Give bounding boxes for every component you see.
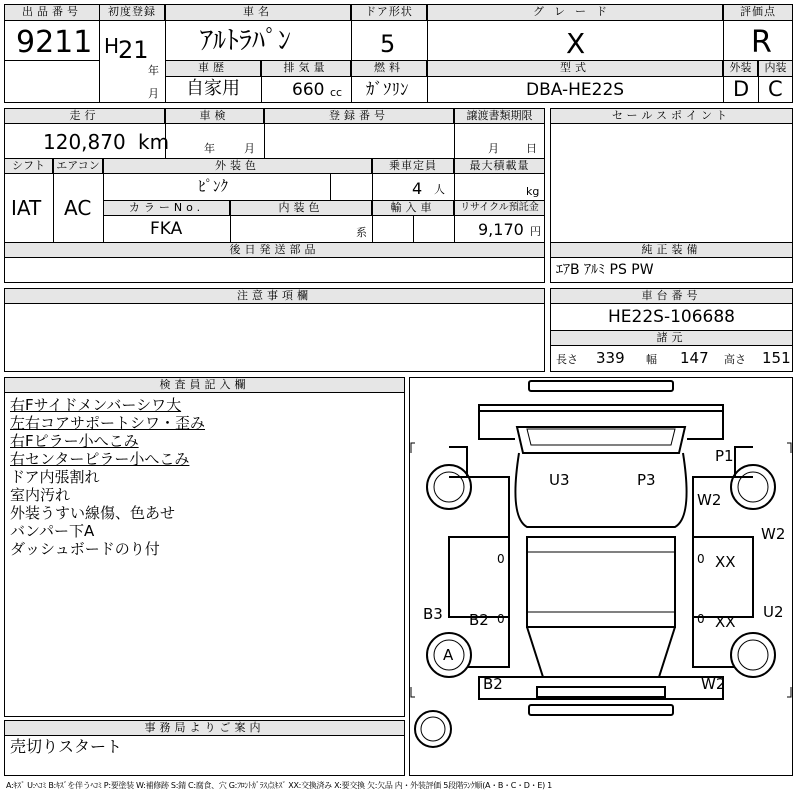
transfer-docs-header: 譲渡書類期限: [454, 108, 545, 124]
door-header: ドア形状: [351, 4, 427, 21]
inspector-note: 右Fピラー小へこみ: [10, 432, 139, 450]
color-number: FKA: [150, 219, 183, 239]
damage-mark-u2: U2: [763, 603, 784, 621]
inspection-year-unit: 年: [204, 142, 215, 155]
inspector-note: ダッシュボードのり付: [10, 540, 160, 558]
color-no-header: カラーNo.: [103, 200, 230, 216]
recycle-fee: 9,170: [478, 220, 524, 239]
reg-no-header: 登録番号: [264, 108, 454, 124]
ext-color-header: 外装色: [103, 158, 372, 174]
capacity-unit: 人: [434, 183, 445, 196]
model-code-header: 型式: [427, 60, 723, 77]
inspector-note: 外装うすい線傷、色あせ: [10, 504, 176, 522]
lot-number: 9211: [16, 25, 93, 60]
interior-color-suffix: 系: [356, 226, 367, 239]
cc-unit: cc: [330, 86, 343, 99]
width-label: 幅: [646, 353, 657, 366]
damage-mark-0: 0: [497, 552, 505, 566]
inspector-note: バンパー下A: [10, 522, 95, 540]
displacement: 660: [292, 80, 325, 100]
capacity-header: 乗車定員: [372, 158, 454, 174]
recycle-unit: 円: [530, 225, 541, 238]
interior-score: C: [768, 77, 783, 101]
damage-mark-0: 0: [697, 612, 705, 626]
month-unit: 月: [148, 87, 159, 100]
grade: X: [566, 27, 586, 60]
chassis-number: HE22S-106688: [608, 307, 735, 327]
year-unit: 年: [148, 64, 159, 77]
car-diagram: [409, 377, 793, 776]
exterior-color: ﾋﾟﾝｸ: [198, 177, 229, 195]
era: H: [104, 34, 120, 58]
shift-header: シフト: [4, 158, 53, 174]
exterior-score-header: 外装: [723, 60, 758, 77]
reg-year: 21: [118, 36, 149, 64]
length-value: 339: [596, 349, 625, 367]
inspector-note: ドア内張割れ: [10, 468, 100, 486]
damage-mark-w2: W2: [701, 675, 726, 693]
damage-mark-u3: U3: [549, 471, 570, 489]
docs-day-unit: 日: [526, 142, 537, 155]
later-parts-header: 後日発送部品: [4, 242, 545, 258]
exterior-score: D: [733, 77, 750, 101]
damage-mark-a: A: [443, 646, 454, 664]
inspection-header: 車検: [165, 108, 264, 124]
inspection-month-unit: 月: [244, 142, 255, 155]
sales-points-header: セールスポイント: [550, 108, 793, 124]
damage-mark-xx: XX: [715, 613, 736, 631]
fuel-type: ｶﾞｿﾘﾝ: [366, 80, 409, 100]
chassis-header: 車台番号: [550, 288, 793, 304]
genuine-equip-header: 純正装備: [550, 242, 793, 258]
capacity-value: 4: [412, 179, 423, 198]
damage-mark-w2: W2: [697, 491, 722, 509]
height-value: 151: [762, 349, 791, 367]
dims-header: 諸元: [550, 330, 793, 346]
damage-mark-p1: P1: [715, 447, 734, 465]
legend: A:ｷｽﾞ U:ﾍｺﾐ B:ｷｽﾞを伴うﾍｺﾐ P:要塗装 W:補修跡 S:錆 C:腐食、穴 G:ﾌﾛﾝﾄｶﾞﾗｽ点ｷｽﾞ XX:交換済み X:要交換 欠:欠品 内・外装評価 5段階ﾗﾝｸ順(A・B・C・D・E) 1: [6, 781, 552, 790]
interior-score-header: 内装: [758, 60, 793, 77]
overall-score: R: [751, 25, 772, 60]
mileage-header: 走行: [4, 108, 165, 124]
mileage-unit: km: [138, 130, 170, 154]
fuel-header: 燃料: [351, 60, 427, 77]
docs-month-unit: 月: [488, 142, 499, 155]
recycle-header: リサイクル預託金: [454, 200, 545, 216]
lot-no-header: 出品番号: [4, 4, 100, 21]
history-header: 車歴: [165, 60, 261, 77]
score-header: 評価点: [723, 4, 793, 21]
damage-mark-xx: XX: [715, 553, 736, 571]
inspector-header: 検査員記入欄: [4, 377, 405, 393]
damage-mark-b3: B3: [423, 605, 443, 623]
vehicle-history: 自家用: [186, 78, 240, 99]
damage-mark-w2: W2: [761, 525, 786, 543]
office-header: 事務局よりご案内: [4, 720, 405, 736]
damage-mark-b2: B2: [469, 611, 489, 629]
displacement-header: 排気量: [261, 60, 351, 77]
inspector-note: 右センターピラー小へこみ: [10, 450, 190, 468]
damage-mark-b2: B2: [483, 675, 503, 693]
model-code: DBA-HE22S: [526, 80, 625, 100]
car-name: ｱﾙﾄﾗﾊﾟﾝ: [200, 26, 292, 56]
int-color-header: 内装色: [230, 200, 372, 216]
length-label: 長さ: [556, 353, 578, 366]
height-label: 高さ: [724, 353, 746, 366]
inspector-note: 室内汚れ: [10, 486, 71, 504]
width-value: 147: [680, 349, 709, 367]
aircon-value: AC: [64, 196, 92, 220]
max-load-header: 最大積載量: [454, 158, 545, 174]
inspector-note: 左右コアサポートシワ・歪み: [10, 414, 206, 432]
grade-header: グレード: [427, 4, 723, 21]
import-header: 輸入車: [372, 200, 454, 216]
load-unit: kg: [526, 185, 540, 198]
first-reg-header: 初度登録: [99, 4, 165, 21]
inspector-note: 右Fサイドメンバーシワ大: [10, 396, 182, 414]
mileage-value: 120,870: [43, 130, 126, 154]
equipment-list: ｴｱB ｱﾙﾐ PS PW: [556, 262, 654, 278]
damage-mark-0: 0: [497, 612, 505, 626]
car-name-header: 車名: [165, 4, 351, 21]
aircon-header: エアコン: [53, 158, 103, 174]
damage-mark-p3: P3: [637, 471, 656, 489]
shift-value: IAT: [11, 196, 42, 220]
notes-header: 注意事項欄: [4, 288, 545, 304]
office-note: 売切りスタート: [10, 737, 123, 756]
damage-mark-0: 0: [697, 552, 705, 566]
door-count: 5: [380, 30, 396, 58]
